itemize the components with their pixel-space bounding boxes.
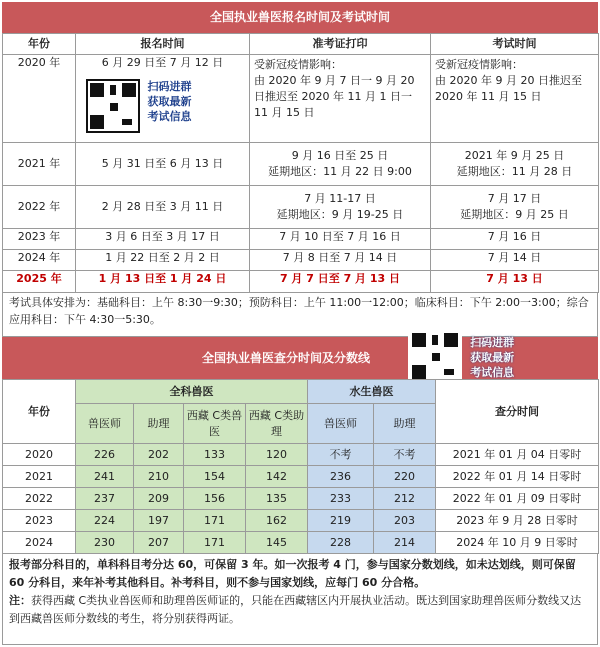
- qr-caption: [148, 79, 192, 124]
- registration-text: 6 月 29 日至 7 月 12 日: [101, 56, 224, 69]
- query-time-cell: 2023 年 9 月 28 日零时: [436, 510, 599, 532]
- score-cell: 207: [134, 532, 184, 554]
- score-cell: 154: [184, 466, 246, 488]
- header-year: 年份: [3, 34, 76, 55]
- registration-cell: [76, 55, 250, 143]
- score-cell: 162: [246, 510, 308, 532]
- score-cell: 236: [308, 466, 374, 488]
- table-row: [3, 229, 599, 250]
- table-row: [3, 444, 599, 466]
- header-query-time: 查分时间: [436, 380, 599, 444]
- table-row: [3, 532, 599, 554]
- registration-cell: 1 月 22 日至 2 月 2 日: [76, 250, 250, 271]
- query-time-cell: 2022 年 01 月 09 日零时: [436, 488, 599, 510]
- score-cell: 233: [308, 488, 374, 510]
- year-cell: 2023: [3, 510, 76, 532]
- score-table: [2, 379, 599, 554]
- score-cell: 133: [184, 444, 246, 466]
- score-cell: 135: [246, 488, 308, 510]
- table-row: [3, 250, 599, 271]
- score-cell: 226: [76, 444, 134, 466]
- table-row: [3, 466, 599, 488]
- score-cell: 142: [246, 466, 308, 488]
- header-year: 年份: [3, 380, 76, 444]
- score-cell: 171: [184, 532, 246, 554]
- year-cell: 2022: [3, 488, 76, 510]
- subheader-vet: 兽医师: [76, 404, 134, 444]
- subheader-aqua-vet: 兽医师: [308, 404, 374, 444]
- year-cell: 2024 年: [3, 250, 76, 271]
- table-row: [3, 510, 599, 532]
- score-cell: 209: [134, 488, 184, 510]
- subheader-assistant: 助理: [134, 404, 184, 444]
- qr-caption-line: 扫码进群: [147, 80, 192, 93]
- exam-schedule-table: [2, 33, 599, 293]
- year-cell: 2023 年: [3, 229, 76, 250]
- year-cell: 2020 年: [3, 55, 76, 143]
- query-time-cell: 2021 年 01 月 04 日零时: [436, 444, 599, 466]
- year-cell: 2021 年: [3, 143, 76, 186]
- score-cell: 219: [308, 510, 374, 532]
- score-title-bar: [2, 337, 598, 379]
- score-cell: 171: [184, 510, 246, 532]
- score-cell: 224: [76, 510, 134, 532]
- registration-cell: 2 月 28 日至 3 月 11 日: [76, 186, 250, 229]
- year-cell: 2021: [3, 466, 76, 488]
- qr-caption-line: 获取最新: [470, 351, 515, 364]
- score-cell: 不考: [374, 444, 436, 466]
- schedule-note: 考试具体安排为：基础科目：上午 8:30一9:30；预防科目：上午 11:00一12:00；临床科目：下午 2:00一3:00；综合应用科目：下午 4:30一5:30。: [2, 292, 598, 337]
- exam-date-cell: 7 月 16 日: [431, 229, 599, 250]
- admit-card-cell: 受新冠疫情影响： 由 2020 年 9 月 7 日一 9 月 20 日推迟至 2020 年 11 月 1 日一 11 月 15 日: [250, 55, 431, 143]
- admit-card-cell: 7 月 10 日至 7 月 16 日: [250, 229, 431, 250]
- score-cell: 241: [76, 466, 134, 488]
- score-cell: 210: [134, 466, 184, 488]
- group-all-vet: 全科兽医: [76, 380, 308, 404]
- table-row: [3, 488, 599, 510]
- subheader-tibet-vet: 西藏 C类兽医: [184, 404, 246, 444]
- qr-caption-line: 考试信息: [147, 110, 192, 123]
- retention-rule-note: 报考部分科目的，单科科目考分达 60，可保留 3 年。如一次报考 4 门，参与国家分数划线，如未达划线，则可保留 60 分科目，来年补考其他科目。补考科目，则不参与国家划线，应每门 60 分合格。: [9, 558, 576, 589]
- subheader-aqua-assistant: 助理: [374, 404, 436, 444]
- qr-caption: [470, 335, 514, 380]
- exam-date-cell: 7 月 14 日: [431, 250, 599, 271]
- year-cell: 2025 年: [3, 271, 76, 293]
- score-title: 全国执业兽医查分时间及分数线: [202, 351, 371, 365]
- note-text: 获得西藏 C类执业兽医师和助理兽医师证的，只能在西藏辖区内开展执业活动。既达到国家助理兽医师分数线又达到西藏兽医师分数线的考生，将分别获得两证。: [9, 594, 582, 625]
- score-cell: 156: [184, 488, 246, 510]
- year-cell: 2024: [3, 532, 76, 554]
- tibet-note: [9, 592, 591, 628]
- registration-cell: 1 月 13 日至 1 月 24 日: [76, 271, 250, 293]
- score-cell: 214: [374, 532, 436, 554]
- qr-caption-line: 扫码进群: [470, 336, 515, 349]
- admit-card-cell: 7 月 7 日至 7 月 13 日: [250, 271, 431, 293]
- exam-date-cell: 7 月 13 日: [431, 271, 599, 293]
- note-label: 注：: [9, 594, 31, 607]
- header-exam-date: 考试时间: [431, 34, 599, 55]
- exam-schedule-title: 全国执业兽医报名时间及考试时间: [2, 2, 598, 33]
- exam-date-cell: 7 月 17 日 延期地区：9 月 25 日: [431, 186, 599, 229]
- table-row: [3, 271, 599, 293]
- qr-caption-line: 考试信息: [470, 366, 515, 379]
- table-row: [3, 55, 599, 143]
- admit-card-cell: 7 月 8 日至 7 月 14 日: [250, 250, 431, 271]
- admit-card-cell: 9 月 16 日至 25 日 延期地区：11 月 22 日 9:00: [250, 143, 431, 186]
- query-time-cell: 2024 年 10 月 9 日零时: [436, 532, 599, 554]
- score-cell: 230: [76, 532, 134, 554]
- score-cell: 197: [134, 510, 184, 532]
- qr-code-icon: [408, 329, 462, 383]
- score-cell: 220: [374, 466, 436, 488]
- score-cell: 228: [308, 532, 374, 554]
- score-cell: 212: [374, 488, 436, 510]
- score-cell: 145: [246, 532, 308, 554]
- year-cell: 2022 年: [3, 186, 76, 229]
- exam-date-cell: 2021 年 9 月 25 日 延期地区：11 月 28 日: [431, 143, 599, 186]
- score-notes: [2, 553, 598, 645]
- score-cell: 202: [134, 444, 184, 466]
- year-cell: 2020: [3, 444, 76, 466]
- score-cell: 237: [76, 488, 134, 510]
- exam-date-cell: 受新冠疫情影响： 由 2020 年 9 月 20 日推迟至 2020 年 11 月 15 日: [431, 55, 599, 143]
- score-cell: 203: [374, 510, 436, 532]
- qr-caption-line: 获取最新: [147, 95, 192, 108]
- header-registration: 报名时间: [76, 34, 250, 55]
- score-cell: 不考: [308, 444, 374, 466]
- registration-cell: 5 月 31 日至 6 月 13 日: [76, 143, 250, 186]
- query-time-cell: 2022 年 01 月 14 日零时: [436, 466, 599, 488]
- subheader-tibet-assistant: 西藏 C类助理: [246, 404, 308, 444]
- admit-card-cell: 7 月 11-17 日 延期地区：9 月 19-25 日: [250, 186, 431, 229]
- score-cell: 120: [246, 444, 308, 466]
- table-row: [3, 143, 599, 186]
- registration-cell: 3 月 6 日至 3 月 17 日: [76, 229, 250, 250]
- qr-code-icon: [86, 79, 140, 133]
- table-row: [3, 186, 599, 229]
- group-aquatic-vet: 水生兽医: [308, 380, 436, 404]
- header-admit-card: 准考证打印: [250, 34, 431, 55]
